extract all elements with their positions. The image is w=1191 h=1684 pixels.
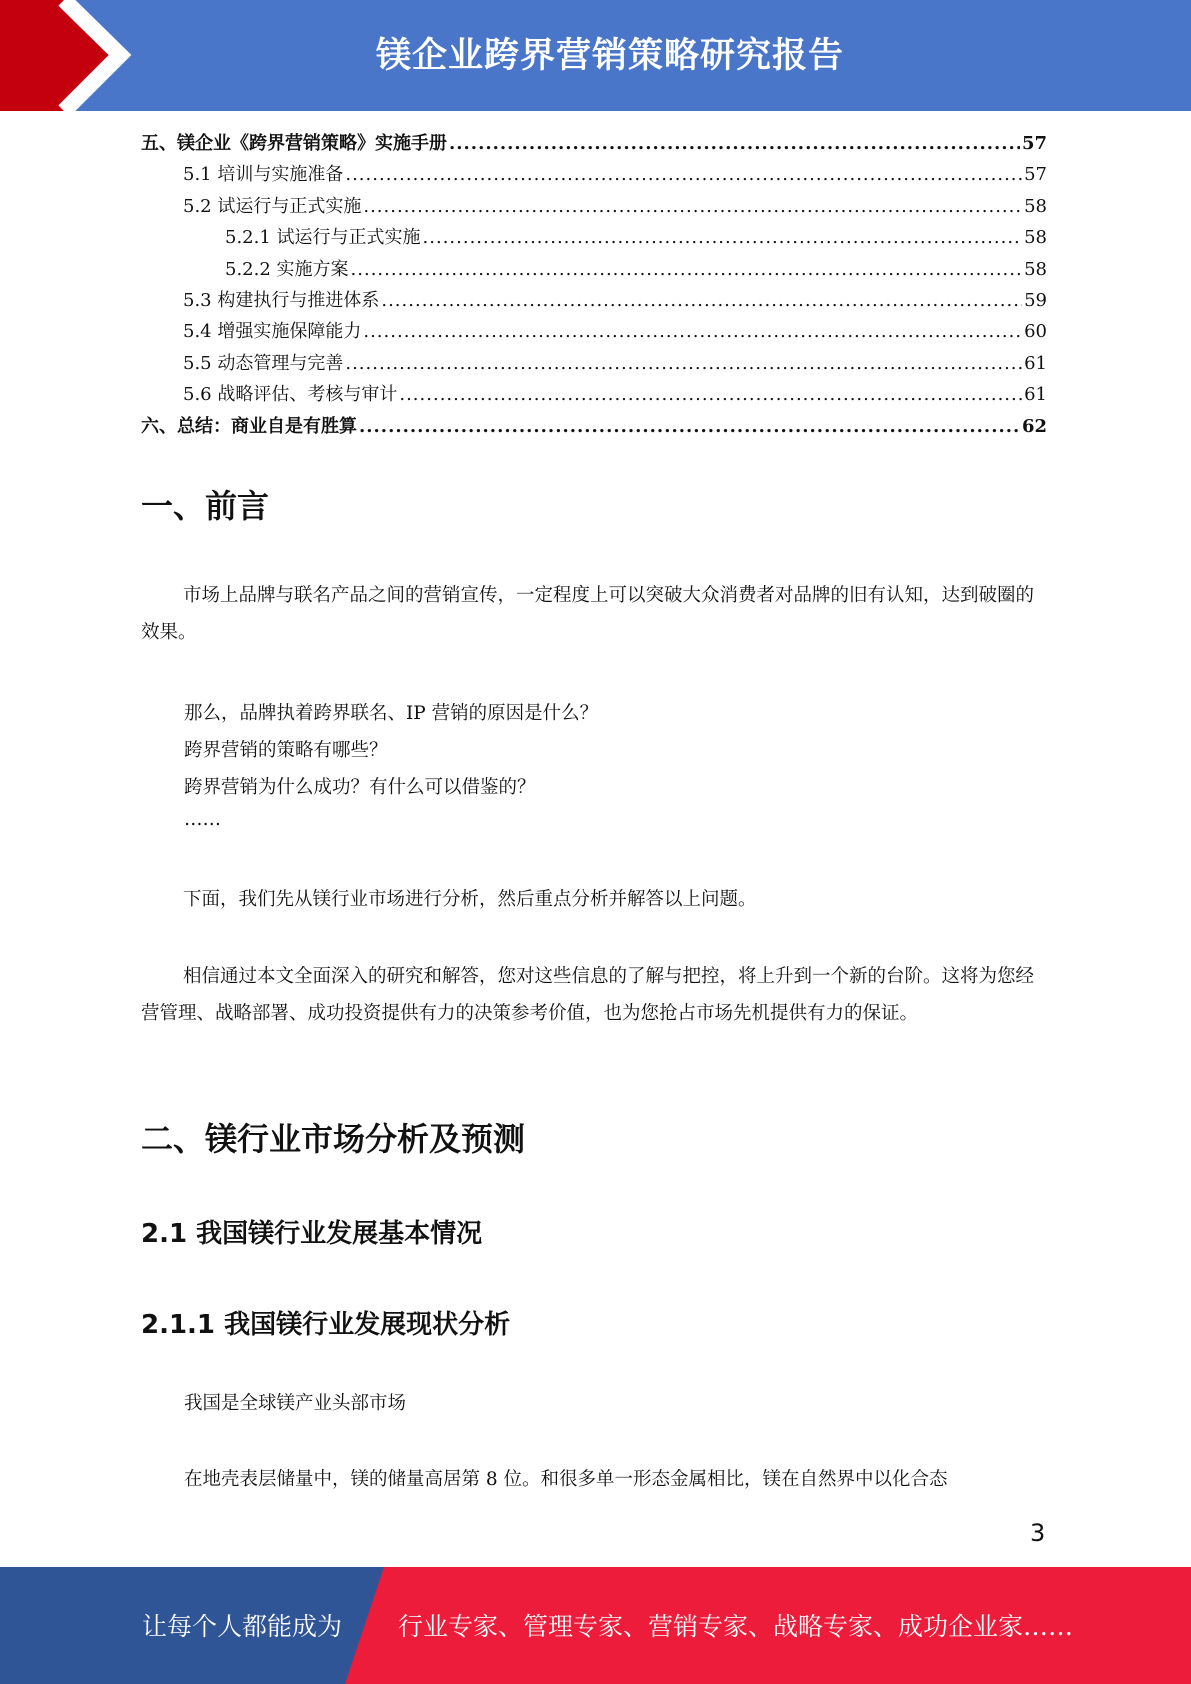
- toc-entry-label: 五、镁企业《跨界营销策略》实施手册: [141, 133, 447, 154]
- toc-leader-dots: [351, 259, 1023, 280]
- toc-entry-page: 62: [1021, 415, 1047, 437]
- toc-entry[interactable]: [141, 286, 1047, 317]
- toc-leader-dots: [449, 133, 1020, 154]
- toc-entry-label: 5.3 构建执行与推进体系: [183, 289, 380, 311]
- toc-entry[interactable]: [141, 129, 1047, 160]
- section-heading-preface: 一、前言: [141, 487, 270, 525]
- toc-leader-dots: [363, 196, 1022, 217]
- footer-banner: [0, 1567, 1191, 1684]
- report-title: 镁企业跨界营销策略研究报告: [375, 36, 844, 76]
- toc-leader-dots: [399, 384, 1022, 405]
- question-line: 跨界营销的策略有哪些？: [184, 740, 388, 761]
- toc-entry-label: 5.1 培训与实施准备: [183, 164, 344, 186]
- paragraph: 相信通过本文全面深入的研究和解答，您对这些信息的了解与把控，将上升到一个新的台阶。这将为您经营管理、战略部署、成功投资提供有力的决策参考价值，也为您抢占市场先机提供有力的保证。: [141, 966, 1035, 1024]
- toc-entry[interactable]: [141, 223, 1047, 254]
- toc-entry-page: 61: [1024, 384, 1047, 406]
- subsection-heading: 2.1.1 我国镁行业发展现状分析: [141, 1310, 511, 1340]
- header-banner: [0, 0, 1191, 111]
- toc-entry[interactable]: [141, 160, 1047, 191]
- paragraph-line: 我国是全球镁产业头部市场: [184, 1393, 407, 1414]
- toc-entry[interactable]: [141, 349, 1047, 380]
- footer-slogan-left: 让每个人都能成为: [142, 1612, 343, 1641]
- subsection-heading: 2.1 我国镁行业发展基本情况: [141, 1219, 483, 1249]
- toc-entry-label: 5.5 动态管理与完善: [183, 352, 344, 374]
- ellipsis: ……: [184, 809, 221, 830]
- toc-entry-label: 5.4 增强实施保障能力: [183, 321, 362, 343]
- question-line: 跨界营销为什么成功？有什么可以借鉴的？: [184, 777, 536, 798]
- toc-entry-label: 5.2.2 实施方案: [225, 258, 349, 280]
- toc-entry-page: 57: [1021, 133, 1047, 154]
- toc-entry[interactable]: [141, 380, 1047, 411]
- toc-entry-label: 5.2.1 试运行与正式实施: [225, 227, 421, 249]
- toc-leader-dots: [363, 321, 1022, 342]
- page-number: 3: [1030, 1519, 1046, 1547]
- toc-entry-page: 57: [1024, 164, 1047, 186]
- toc-entry[interactable]: [141, 255, 1047, 286]
- toc-entry-label: 六、总结：商业自是有胜算: [141, 415, 357, 437]
- toc-leader-dots: [345, 164, 1022, 185]
- toc-entry[interactable]: [141, 412, 1047, 443]
- toc-entry-page: 59: [1024, 289, 1047, 311]
- toc-leader-dots: [359, 416, 1020, 437]
- toc-entry-page: 61: [1024, 352, 1047, 374]
- toc-entry-page: 58: [1024, 195, 1047, 217]
- paragraph: 下面，我们先从镁行业市场进行分析，然后重点分析并解答以上问题。: [183, 889, 757, 910]
- toc-entry-page: 60: [1024, 321, 1047, 343]
- toc-entry-label: 5.2 试运行与正式实施: [183, 195, 362, 217]
- toc-entry[interactable]: [141, 317, 1047, 348]
- toc-entry[interactable]: [141, 192, 1047, 223]
- toc-leader-dots: [381, 290, 1022, 311]
- paragraph: 市场上品牌与联名产品之间的营销宣传，一定程度上可以突破大众消费者对品牌的旧有认知，达到破圈的效果。: [141, 585, 1035, 643]
- footer-slogan-right: 行业专家、管理专家、营销专家、战略专家、成功企业家……: [398, 1612, 1074, 1641]
- toc-leader-dots: [423, 227, 1023, 248]
- table-of-contents: [141, 129, 1047, 443]
- paragraph-line: 在地壳表层储量中，镁的储量高居第 8 位。和很多单一形态金属相比，镁在自然界中以化合态: [184, 1469, 948, 1490]
- toc-entry-page: 58: [1024, 227, 1047, 249]
- question-line: 那么，品牌执着跨界联名、IP 营销的原因是什么？: [184, 703, 599, 724]
- toc-entry-label: 5.6 战略评估、考核与审计: [183, 384, 398, 406]
- toc-leader-dots: [345, 353, 1022, 374]
- toc-entry-page: 58: [1024, 258, 1047, 280]
- section-heading-market: 二、镁行业市场分析及预测: [141, 1120, 526, 1158]
